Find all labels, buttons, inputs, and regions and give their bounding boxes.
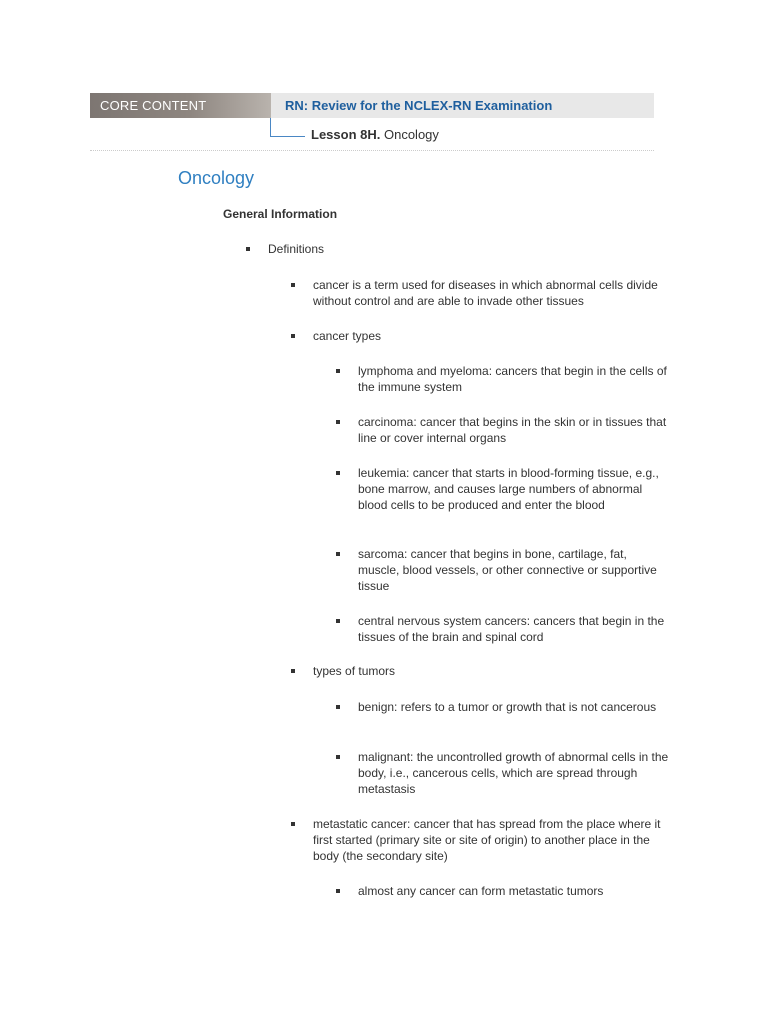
page-title: Oncology xyxy=(178,168,255,188)
list-item-text: benign: refers to a tumor or growth that is not cancerous xyxy=(358,700,657,714)
bullet-icon xyxy=(336,619,340,623)
bullet-icon xyxy=(291,334,295,338)
course-title: RN: Review for the NCLEX-RN Examination xyxy=(285,98,553,113)
header-divider xyxy=(90,150,654,151)
bullet-icon xyxy=(336,705,340,709)
bullet-icon xyxy=(291,283,295,287)
lesson-connector-line xyxy=(270,118,305,137)
list-item-text: Definitions xyxy=(268,242,325,256)
list-item-text: lymphoma and myeloma: cancers that begin in the cells of the immune system xyxy=(358,364,667,394)
bullet-icon xyxy=(336,755,340,759)
lesson-breadcrumb xyxy=(311,127,439,142)
section-heading: General Information xyxy=(223,207,338,221)
list-item-text: malignant: the uncontrolled growth of abnormal cells in the body, i.e., cancerous cells, which are spread through metastasis xyxy=(358,750,669,796)
list-item-text: central nervous system cancers: cancers that begin in the tissues of the brain and spinal cord xyxy=(358,614,665,644)
list-item-text: cancer types xyxy=(313,329,382,343)
core-content-tab[interactable]: CORE CONTENT xyxy=(90,93,271,118)
list-item-lymphoma xyxy=(358,363,668,395)
list-item-cancer-types xyxy=(313,328,663,344)
list-item-cns xyxy=(358,613,683,645)
header-bar xyxy=(90,93,654,118)
list-item-tumor-types xyxy=(313,663,663,679)
bullet-icon xyxy=(336,420,340,424)
list-item-cancer-definition xyxy=(313,277,663,309)
bullet-icon xyxy=(336,369,340,373)
lesson-name: Oncology xyxy=(383,127,439,142)
list-item-carcinoma xyxy=(358,414,678,446)
list-item-text: almost any cancer can form metastatic tumors xyxy=(358,884,604,898)
list-item-text: carcinoma: cancer that begins in the skin or in tissues that line or cover internal organs xyxy=(358,415,667,445)
list-item-text: metastatic cancer: cancer that has spread from the place where it first started (primary site or site of origin) to another place in the body (the secondary site) xyxy=(313,817,661,863)
list-item-text: types of tumors xyxy=(313,664,396,678)
list-item-text: sarcoma: cancer that begins in bone, cartilage, fat, muscle, blood vessels, or other connective or supportive tissue xyxy=(358,547,657,593)
list-item-malignant xyxy=(358,749,686,797)
list-item-text: cancer is a term used for diseases in which abnormal cells divide without control and are able to invade other tissues xyxy=(313,278,658,308)
bullet-icon xyxy=(336,471,340,475)
list-item-text: leukemia: cancer that starts in blood-forming tissue, e.g., bone marrow, and causes large numbers of abnormal blood cells to be produced and enter the blood xyxy=(358,466,659,512)
list-item-metastatic-note xyxy=(358,883,678,899)
list-item-sarcoma xyxy=(358,546,663,594)
bullet-icon xyxy=(291,669,295,673)
bullet-icon xyxy=(336,552,340,556)
bullet-icon xyxy=(246,247,250,251)
list-item-benign xyxy=(358,699,658,715)
bullet-icon xyxy=(291,822,295,826)
list-item-leukemia xyxy=(358,465,666,513)
list-item-definitions xyxy=(268,241,668,257)
bullet-icon xyxy=(336,889,340,893)
list-item-metastatic xyxy=(313,816,673,864)
lesson-number: Lesson 8H. xyxy=(311,127,381,142)
